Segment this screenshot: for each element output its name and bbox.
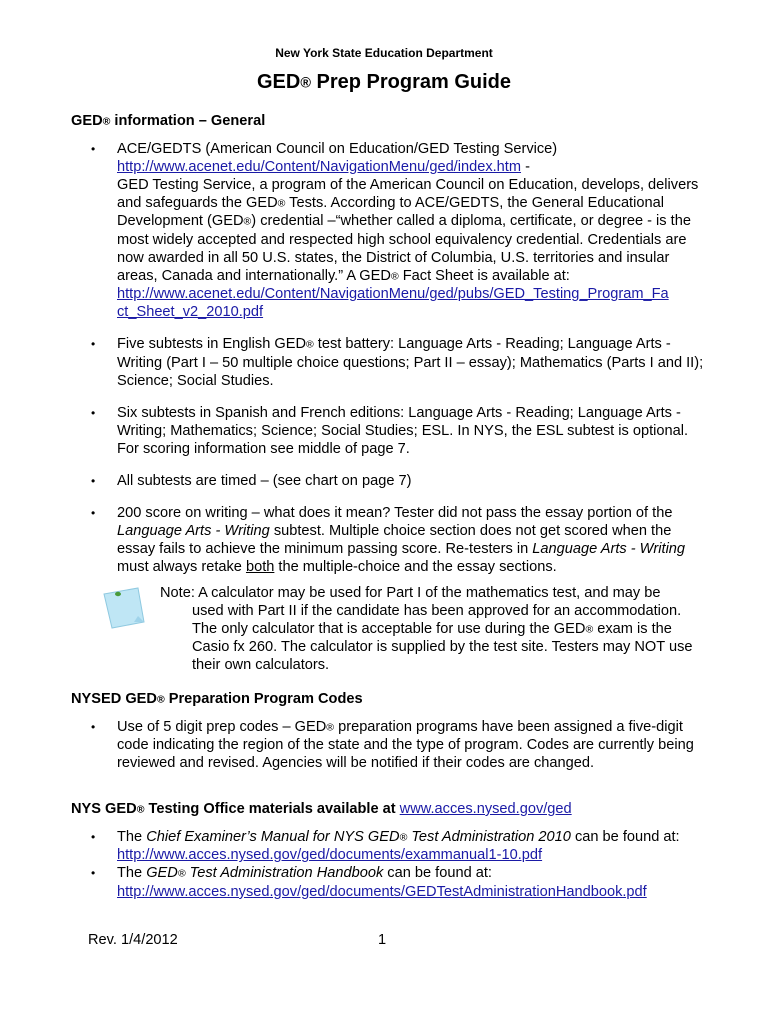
- acegedts-label: • ACE/GEDTS (American Council on Education/GED Testing Service): [117, 141, 558, 157]
- registered-mark: ®: [390, 270, 399, 283]
- fact-sheet-link-part-b: ct_Sheet_v2_2010.pdf: [117, 304, 264, 321]
- acegedts-description: [117, 177, 698, 284]
- note-text-c: exam is the Casio fx 260. The calculator is supplied by the test site. Testers may NOT use their own calculators.: [192, 621, 693, 674]
- handbook-italic-a: GED: [146, 865, 178, 882]
- fact-sheet-link-part-a: http://www.acenet.edu/Content/NavigationMenu/ged/pubs/GED_Testing_Program_Fa: [117, 286, 669, 303]
- registered-mark: ®: [177, 867, 186, 880]
- list-item-english-subtests: [71, 335, 711, 389]
- note-body: [160, 602, 700, 674]
- writing-italic-b: Language Arts - Writing: [532, 540, 686, 557]
- list-item-spanish-french: • Six subtests in Spanish and French editions: Language Arts - Reading; Language Arts - Writing; Mathematics; Science; Social Studies; ESL. In NYS, the ESL subtest is optional. For scoring information see middle of page 7.: [71, 404, 711, 458]
- registered-mark: ®: [300, 75, 311, 92]
- registered-mark: ®: [102, 115, 111, 128]
- list-item-admin-handbook: [71, 864, 711, 900]
- heading-prefix: NYSED GED: [71, 691, 157, 707]
- handbook-text-a: The: [117, 865, 147, 882]
- exam-manual-link[interactable]: http://www.acces.nysed.gov/ged/documents/exammanual1-10.pdf: [117, 847, 543, 864]
- manual-italic: [146, 829, 571, 845]
- prep-codes-b: preparation programs have been assigned a five-digit code indicating the region of the state and the type of program. Codes are currently being reviewed and revised. Agencies will be notified if their codes are changed.: [117, 719, 694, 772]
- admin-handbook-link[interactable]: http://www.acces.nysed.gov/ged/documents/GEDTestAdministrationHandbook.pdf: [117, 883, 647, 900]
- manual-italic-a: Chief Examiner’s Manual for NYS GED: [146, 829, 400, 845]
- registered-mark: ®: [243, 215, 252, 228]
- writing-underline: both: [245, 558, 275, 575]
- registered-mark: ®: [156, 693, 165, 706]
- manual-italic-b: Test Administration 2010: [407, 829, 571, 845]
- note-label: Note:: [160, 585, 199, 601]
- heading-prefix: NYS GED: [71, 801, 137, 817]
- note-first-line: [160, 584, 700, 602]
- page-number: 1: [378, 932, 387, 948]
- registered-mark: ®: [326, 721, 335, 734]
- revision-date: Rev. 1/4/2012: [88, 932, 178, 948]
- heading-suffix: information – General: [110, 113, 266, 129]
- testing-office-list: [71, 828, 711, 901]
- registered-mark: ®: [277, 197, 286, 210]
- prep-codes-list: [71, 718, 711, 786]
- dash-text: -: [521, 159, 530, 175]
- english-subtests-a: Five subtests in English GED: [117, 336, 306, 353]
- writing-text-a: 200 score on writing – what does it mean? Tester did not pass the essay portion of the: [117, 504, 673, 521]
- writing-italic-a: Language Arts - Writing: [117, 522, 270, 539]
- desc-part-d: Fact Sheet is available at:: [398, 267, 570, 284]
- section-heading-prep-codes: [71, 690, 363, 708]
- handbook-text-b: can be found at:: [383, 865, 492, 882]
- desc-part-c: ) credential –“whether called a diploma, certificate, or degree - is the most widely accepted and respected high school equivalency credential. Credentials are now awarded in all 50 U.S. states, the District of Columbia, U.S. territories and insular areas, Canada and internationally.” A GED: [117, 213, 691, 284]
- heading-suffix: Testing Office materials available at: [144, 801, 400, 817]
- desc-part-a: GED Testing Service, a program of the American Council on Education, develops, delivers and safeguards the GED: [117, 177, 699, 211]
- writing-text-b: subtest. Multiple choice section does not get scored when the essay fails to achieve the minimum passing score. Re-testers in: [117, 522, 672, 557]
- acenet-index-link[interactable]: http://www.acenet.edu/Content/NavigationMenu/ged/index.htm: [117, 159, 522, 175]
- heading-suffix: Preparation Program Codes: [164, 691, 363, 707]
- manual-text-b: can be found at:: [570, 829, 680, 845]
- handbook-italic-b: Test Administration Handbook: [185, 865, 384, 882]
- handbook-link-line: [117, 883, 711, 901]
- prep-codes-a: Use of 5 digit prep codes – GED: [117, 719, 327, 735]
- title-prefix: GED: [256, 71, 301, 93]
- registered-mark: ®: [136, 803, 145, 816]
- acces-ged-link[interactable]: www.acces.nysed.gov/ged: [399, 801, 572, 817]
- general-info-list: [71, 140, 711, 590]
- note-text-b: used with Part II if the candidate has been approved for an accommodation. The only calculator that is acceptable for use during the GED: [192, 603, 682, 637]
- writing-text-d: the multiple-choice and the essay sections.: [274, 558, 557, 575]
- list-item-acegedts: [71, 140, 711, 321]
- page-title: [0, 70, 768, 95]
- handbook-italic: [146, 865, 383, 881]
- sticky-note-icon: [98, 582, 148, 632]
- registered-mark: ®: [585, 623, 594, 636]
- registered-mark: ®: [306, 338, 314, 351]
- department-name: New York State Education Department: [275, 46, 493, 60]
- list-item-prep-codes: [71, 718, 711, 772]
- section-heading-general: [71, 112, 265, 130]
- fact-sheet-link[interactable]: [117, 285, 711, 321]
- registered-mark: ®: [399, 831, 408, 844]
- section-heading-testing-office: [71, 800, 572, 818]
- list-item-exam-manual: [71, 828, 711, 864]
- desc-part-b: Tests. According to ACE/GEDTS, the General Educational Development (GED: [117, 195, 664, 230]
- writing-text-c: must always retake: [117, 558, 246, 575]
- list-item-writing-score: [71, 504, 711, 576]
- list-item-timed: • All subtests are timed – (see chart on page 7): [71, 472, 711, 490]
- note-text-a: A calculator may be used for Part I of the mathematics test, and may be: [198, 585, 661, 601]
- calculator-note: [160, 584, 700, 674]
- acegedts-link-line: [117, 158, 711, 176]
- manual-text-a: The: [117, 829, 147, 845]
- heading-prefix: GED: [71, 113, 103, 129]
- fact-sheet-link-line: [117, 285, 711, 321]
- english-subtests-b: test battery: Language Arts - Reading; Language Arts - Writing (Part I – 50 multiple choice questions; Part II – essay); Mathematics (Parts I and II); Science; Social Studies.: [117, 336, 704, 389]
- title-suffix: Prep Program Guide: [310, 71, 511, 93]
